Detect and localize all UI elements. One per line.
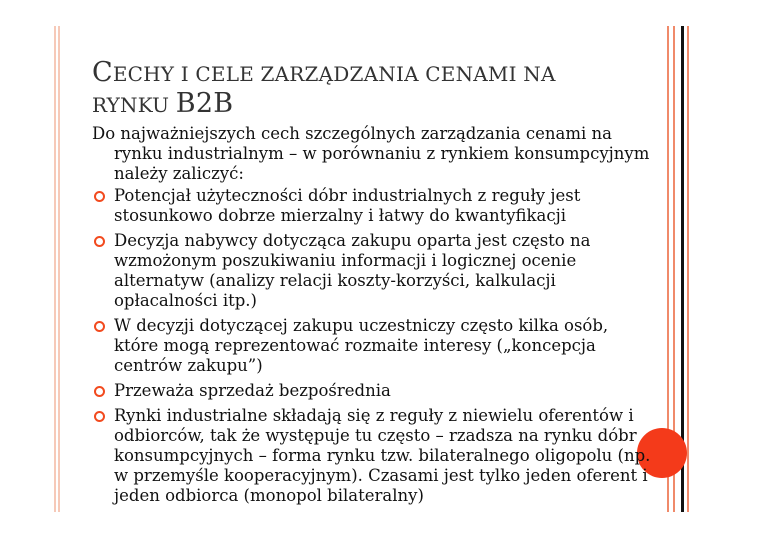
bullet-item: Przeważa sprzedaż bezpośrednia — [92, 381, 652, 401]
title-line-1: CECHY I CELE ZARZĄDZANIA CENAMI NA — [92, 57, 556, 88]
ring-bullet-icon — [94, 191, 105, 202]
bullet-item: W decyzji dotyczącej zakupu uczestniczy często kilka osób, które mogą reprezentować rozmaite interesy („koncepcja centrów zakupu”) — [92, 316, 652, 376]
left-decorative-rule — [54, 26, 62, 512]
ring-bullet-icon — [94, 321, 105, 332]
ring-bullet-icon — [94, 236, 105, 247]
ring-bullet-icon — [94, 411, 105, 422]
intro-paragraph: Do najważniejszych cech szczególnych zarządzania cenami na rynku industrialnym – w porównaniu z rynkiem konsumpcyjnym należy zaliczyć: — [92, 124, 650, 183]
title-line-2: RYNKU B2B — [92, 88, 234, 119]
ring-bullet-icon — [94, 386, 105, 397]
bullet-item: Rynki industrialne składają się z reguły z niewielu oferentów i odbiorców, tak że występuje tu często – rzadsza na rynku dóbr konsumpcyjnych – forma rynku tzw. bilateralnego oligopolu (np. w przemyśle kooperacyjnym). Czasami jest tylko jeden oferent i jeden odbiorca (monopol bilateralny) — [92, 406, 652, 506]
bullet-item: Decyzja nabywcy dotycząca zakupu oparta jest często na wzmożonym poszukiwaniu informacji i logicznej ocenie alternatyw (analizy relacji koszty-korzyści, kalkulacji opłacalności itp.) — [92, 231, 652, 311]
bullet-list — [92, 186, 652, 506]
bullet-item: Potencjał użyteczności dóbr industrialnych z reguły jest stosunkowo dobrze mierzalny i łatwy do kwantyfikacji — [92, 186, 652, 226]
slide-title — [92, 58, 652, 120]
slide-body — [92, 124, 652, 511]
